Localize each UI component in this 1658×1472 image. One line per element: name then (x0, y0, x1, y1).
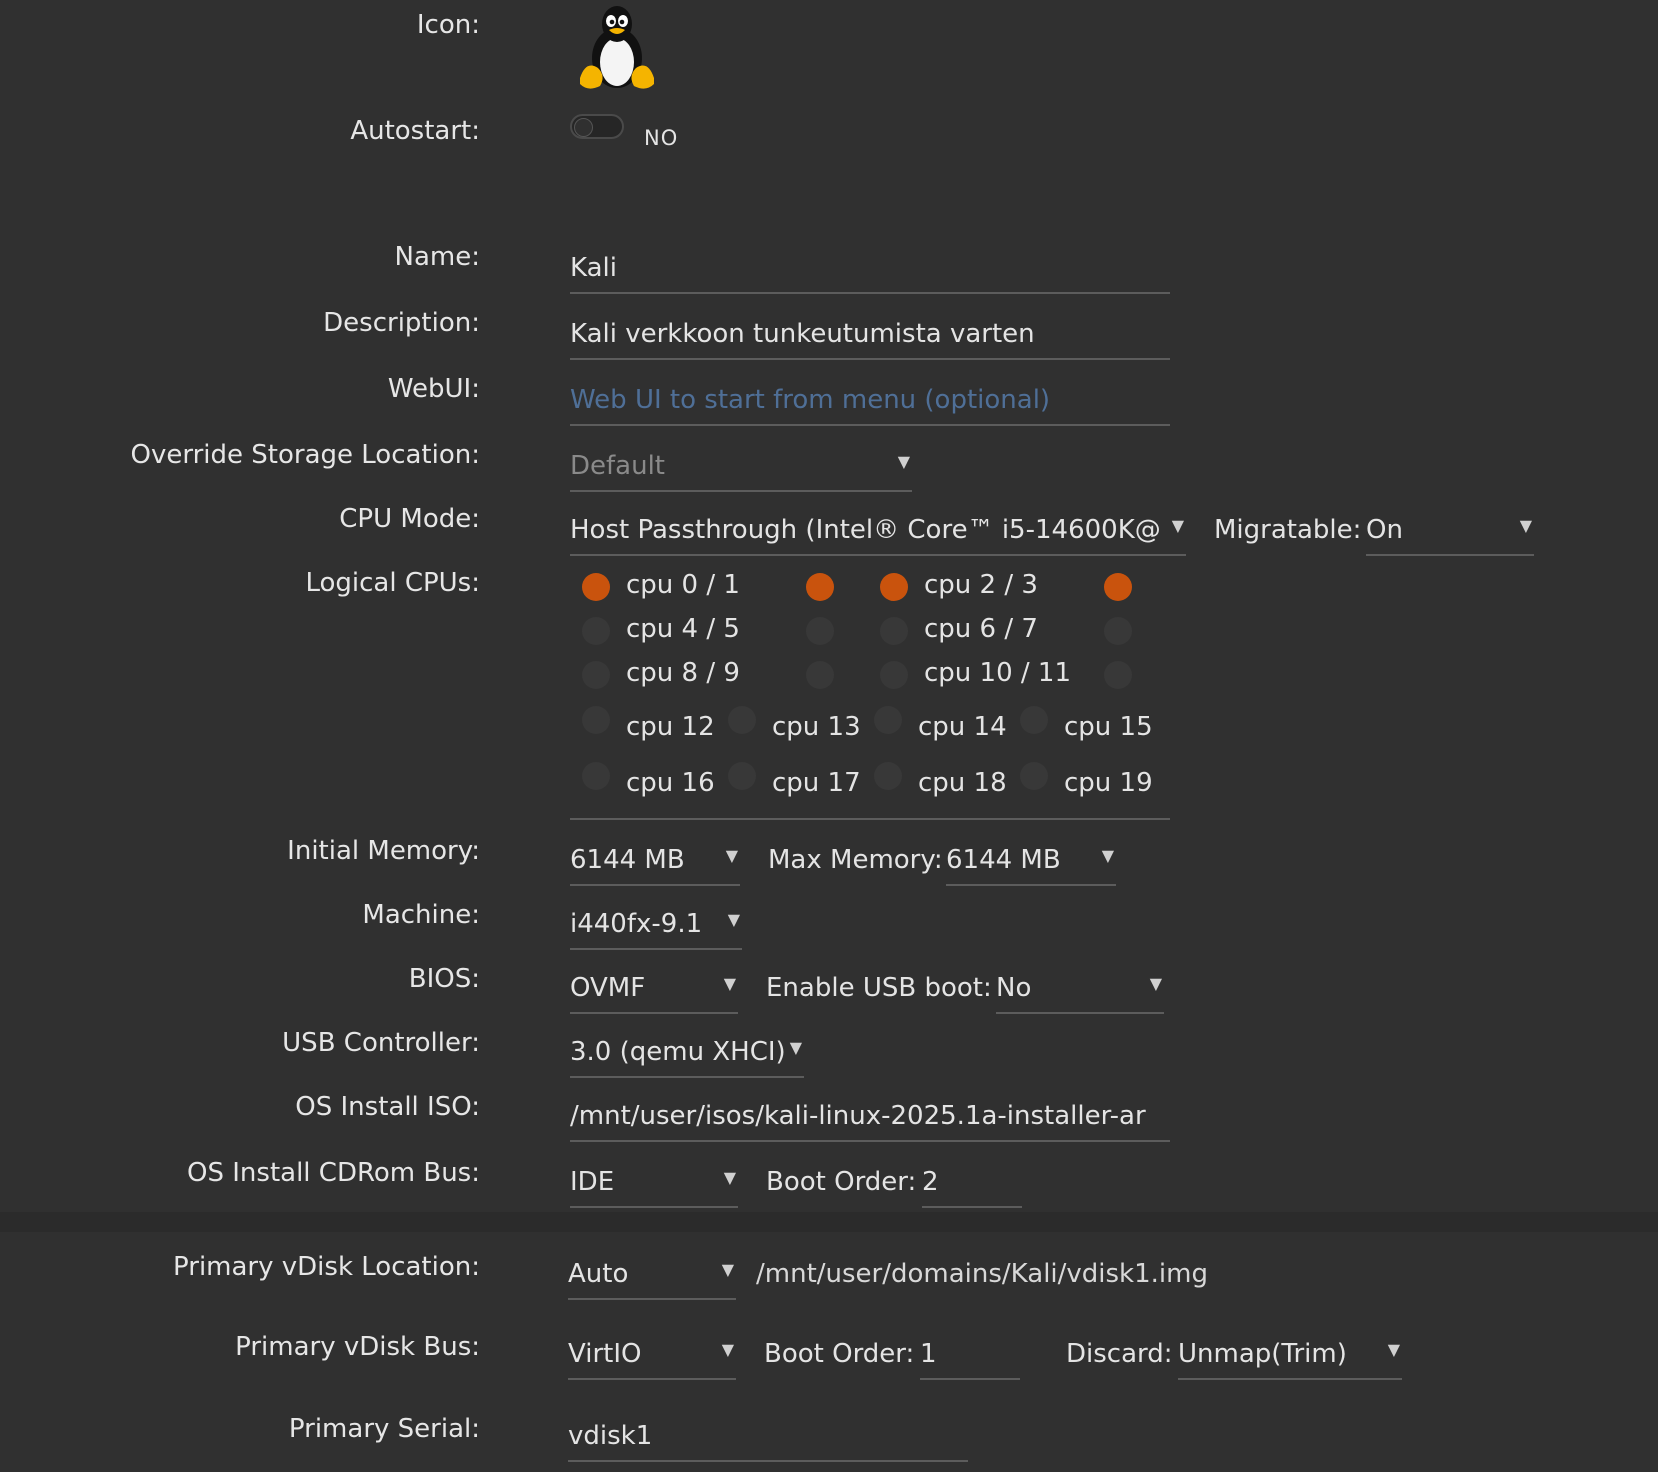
storage-select[interactable] (570, 446, 912, 492)
vdisk-location-select[interactable] (568, 1254, 736, 1300)
serial-label: Primary Serial: (288, 1414, 480, 1444)
name-value: Kali (570, 253, 617, 283)
cpu-label: cpu 13 (772, 712, 861, 742)
cpu-checkbox[interactable] (582, 661, 610, 689)
machine-label: Machine: (362, 900, 480, 930)
chevron-down-icon: ▼ (1149, 974, 1162, 993)
chevron-down-icon: ▼ (721, 1260, 734, 1279)
cpu-label: cpu 0 / 1 (626, 570, 740, 600)
usb-controller-select[interactable] (570, 1032, 804, 1078)
cpu-label: cpu 8 / 9 (626, 658, 740, 688)
storage-label: Override Storage Location: (130, 440, 480, 470)
chevron-down-icon: ▼ (723, 974, 736, 993)
toggle-knob (574, 118, 593, 137)
description-label: Description: (323, 308, 480, 338)
autostart-label: Autostart: (350, 116, 480, 146)
usb-controller-value: 3.0 (qemu XHCI) (570, 1037, 786, 1067)
max-memory-select[interactable] (946, 840, 1116, 886)
cdrom-boot-order-label: Boot Order: (766, 1167, 917, 1197)
initial-memory-select[interactable] (570, 840, 740, 886)
cpu-checkbox[interactable] (806, 661, 834, 689)
name-input[interactable] (570, 248, 1170, 294)
cpu-label: cpu 19 (1064, 768, 1153, 798)
cpu-label: cpu 2 / 3 (924, 570, 1038, 600)
cpu-label: cpu 6 / 7 (924, 614, 1038, 644)
cpu-checkbox[interactable] (582, 573, 610, 601)
cdrom-bus-select[interactable] (570, 1162, 738, 1208)
vdisk-location-value: Auto (568, 1259, 629, 1289)
section-separator (0, 1212, 1658, 1232)
cpu-label: cpu 16 (626, 768, 715, 798)
webui-input[interactable] (570, 380, 1170, 426)
usb-boot-label: Enable USB boot: (766, 973, 992, 1003)
serial-input[interactable] (568, 1416, 968, 1462)
discard-value: Unmap(Trim) (1178, 1339, 1347, 1369)
chevron-down-icon: ▼ (789, 1038, 802, 1057)
chevron-down-icon: ▼ (1171, 516, 1184, 535)
cpu-section-divider (570, 818, 1170, 820)
chevron-down-icon: ▼ (727, 910, 740, 929)
chevron-down-icon: ▼ (1519, 516, 1532, 535)
cpu-checkbox[interactable] (880, 661, 908, 689)
migratable-select[interactable] (1366, 510, 1534, 556)
cpu-checkbox[interactable] (582, 617, 610, 645)
vdisk-location-label: Primary vDisk Location: (173, 1252, 480, 1282)
cpu-label: cpu 15 (1064, 712, 1153, 742)
vdisk-boot-order-input[interactable] (920, 1334, 1020, 1380)
migratable-label: Migratable: (1214, 515, 1362, 545)
cpu-checkbox[interactable] (880, 617, 908, 645)
cpu-checkbox[interactable] (1104, 573, 1132, 601)
usb-controller-label: USB Controller: (282, 1028, 480, 1058)
cpu-label: cpu 12 (626, 712, 715, 742)
vdisk-boot-order-label: Boot Order: (764, 1339, 915, 1369)
bios-label: BIOS: (408, 964, 480, 994)
cpu-checkbox[interactable] (728, 762, 756, 790)
cpu-label: cpu 4 / 5 (626, 614, 740, 644)
autostart-state-text: NO (644, 126, 679, 150)
chevron-down-icon: ▼ (723, 1168, 736, 1187)
cdrom-boot-order-value: 2 (922, 1167, 939, 1197)
logical-cpus-label: Logical CPUs: (305, 568, 480, 598)
cpu-label: cpu 10 / 11 (924, 658, 1071, 688)
vdisk-bus-value: VirtIO (568, 1339, 642, 1369)
max-memory-label: Max Memory: (768, 845, 943, 875)
usb-boot-select[interactable] (996, 968, 1164, 1014)
cpu-label: cpu 17 (772, 768, 861, 798)
name-label: Name: (394, 242, 480, 272)
bios-select[interactable] (570, 968, 738, 1014)
webui-label: WebUI: (387, 374, 480, 404)
discard-label: Discard: (1066, 1339, 1173, 1369)
cpu-label: cpu 18 (918, 768, 1007, 798)
discard-select[interactable] (1178, 1334, 1402, 1380)
migratable-value: On (1366, 515, 1403, 545)
initial-memory-value: 6144 MB (570, 845, 685, 875)
cpu-checkbox[interactable] (1020, 762, 1048, 790)
cpu-checkbox[interactable] (1104, 617, 1132, 645)
os-iso-label: OS Install ISO: (295, 1092, 480, 1122)
vdisk-boot-order-value: 1 (920, 1339, 937, 1369)
cpu-checkbox[interactable] (806, 617, 834, 645)
icon-label: Icon: (416, 10, 480, 40)
cpu-label: cpu 14 (918, 712, 1007, 742)
cdrom-bus-value: IDE (570, 1167, 615, 1197)
initial-memory-label: Initial Memory: (287, 836, 480, 866)
os-iso-value: /mnt/user/isos/kali-linux-2025.1a-installer-ar (570, 1101, 1146, 1131)
autostart-toggle[interactable] (570, 114, 624, 139)
cpu-checkbox[interactable] (728, 706, 756, 734)
cdrom-bus-label: OS Install CDRom Bus: (187, 1158, 480, 1188)
cpu-checkbox[interactable] (582, 706, 610, 734)
vdisk-bus-select[interactable] (568, 1334, 736, 1380)
vdisk-path-text: /mnt/user/domains/Kali/vdisk1.img (756, 1259, 1208, 1289)
chevron-down-icon: ▼ (1101, 846, 1114, 865)
machine-value: i440fx-9.1 (570, 909, 703, 939)
cpu-mode-value: Host Passthrough (Intel® Core™ i5-14600K@ (570, 515, 1161, 545)
usb-boot-value: No (996, 973, 1032, 1003)
cpu-mode-select[interactable] (570, 510, 1186, 556)
chevron-down-icon: ▼ (1387, 1340, 1400, 1359)
cpu-checkbox[interactable] (874, 706, 902, 734)
bios-value: OVMF (570, 973, 646, 1003)
cdrom-boot-order-input[interactable] (922, 1162, 1022, 1208)
cpu-mode-label: CPU Mode: (339, 504, 480, 534)
chevron-down-icon: ▼ (721, 1340, 734, 1359)
machine-select[interactable] (570, 904, 742, 950)
chevron-down-icon: ▼ (725, 846, 738, 865)
storage-value: Default (570, 451, 665, 481)
description-input[interactable] (570, 314, 1170, 360)
description-value: Kali verkkoon tunkeutumista varten (570, 319, 1035, 349)
webui-placeholder: Web UI to start from menu (optional) (570, 385, 1051, 415)
cpu-checkbox[interactable] (806, 573, 834, 601)
serial-value: vdisk1 (568, 1421, 653, 1451)
tux-penguin-icon[interactable] (576, 2, 658, 94)
cpu-checkbox[interactable] (880, 573, 908, 601)
vdisk-bus-label: Primary vDisk Bus: (235, 1332, 480, 1362)
cpu-checkbox[interactable] (582, 762, 610, 790)
cpu-checkbox[interactable] (1020, 706, 1048, 734)
chevron-down-icon: ▼ (897, 452, 910, 471)
os-iso-input[interactable] (570, 1096, 1170, 1142)
max-memory-value: 6144 MB (946, 845, 1061, 875)
cpu-checkbox[interactable] (874, 762, 902, 790)
cpu-checkbox[interactable] (1104, 661, 1132, 689)
